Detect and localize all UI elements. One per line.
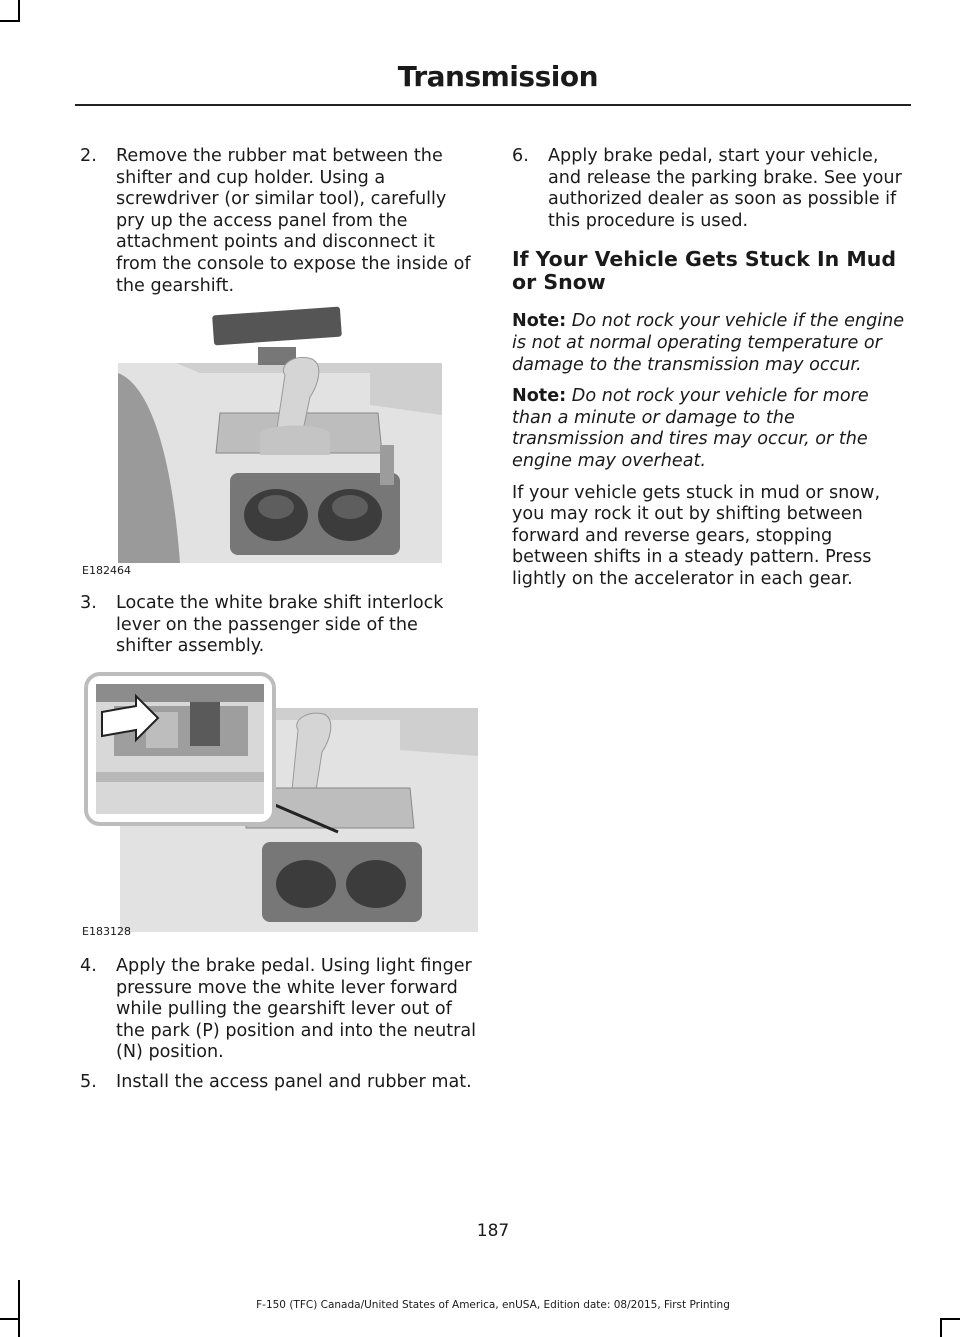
step-number: 3.	[80, 593, 97, 614]
crop-mark	[18, 0, 20, 22]
step-text: Apply the brake pedal. Using light finger pressure move the white lever forward while pulling the gearshift lever out of the park (P) position and into the neutral (N) position.	[116, 955, 477, 1063]
note-1	[512, 311, 908, 376]
note-2	[512, 386, 908, 472]
step-text: Apply brake pedal, start your vehicle, and release the parking brake. See your authorized dealer as soon as possible if this procedure is used.	[548, 146, 902, 231]
figure-interlock-lever	[80, 672, 478, 938]
crop-mark	[0, 1318, 20, 1320]
crop-mark	[940, 1318, 960, 1320]
figure-console-access-panel	[80, 305, 442, 577]
body-paragraph: If your vehicle gets stuck in mud or snow, you may rock it out by shifting between forward and reverse gears, stopping between shifts in a steady pattern. Press lightly on the accelerator in each gear.	[512, 482, 881, 589]
note-text: Do not rock your vehicle if the engine is not at normal operating temperature or damage to the transmission may occur.	[512, 311, 905, 375]
step-number: 4.	[80, 955, 97, 976]
header-rule	[75, 104, 911, 106]
step-number: 6.	[512, 146, 529, 166]
step-4	[80, 956, 478, 1064]
step-text: Remove the rubber mat between the shifter and cup holder. Using a screwdriver (or similar tool), carefully pry up the access panel from the attachment points and disconnect it from the console to expose the inside of the gearshift.	[116, 146, 471, 296]
right-column	[512, 146, 908, 591]
step-2	[80, 146, 478, 297]
console-illustration	[80, 305, 442, 577]
crop-mark	[940, 1320, 942, 1337]
note-label: Note:	[512, 311, 567, 332]
page-number: 187	[476, 1221, 510, 1241]
step-6	[512, 146, 908, 232]
section-heading: If Your Vehicle Gets Stuck In Mud or Snow	[512, 247, 897, 295]
step-5	[80, 1072, 478, 1094]
page-title: Transmission	[397, 60, 598, 93]
footer-text: F-150 (TFC) Canada/United States of America, enUSA, Edition date: 08/2015, First Printing	[256, 1299, 730, 1311]
interlock-illustration	[80, 672, 478, 938]
note-label: Note:	[512, 386, 567, 407]
figure-id: E183128	[82, 924, 131, 938]
step-3	[80, 593, 478, 658]
step-text: Install the access panel and rubber mat.	[116, 1071, 472, 1092]
note-text: Do not rock your vehicle for more than a minute or damage to the transmission and tires may occur, or the engine may overheat.	[512, 386, 869, 471]
step-number: 5.	[80, 1071, 97, 1092]
figure-id: E182464	[82, 564, 131, 578]
crop-mark	[0, 20, 20, 22]
step-number: 2.	[80, 146, 97, 166]
step-text: Locate the white brake shift interlock lever on the passenger side of the shifter assembly.	[116, 593, 444, 657]
left-column	[80, 146, 478, 1094]
